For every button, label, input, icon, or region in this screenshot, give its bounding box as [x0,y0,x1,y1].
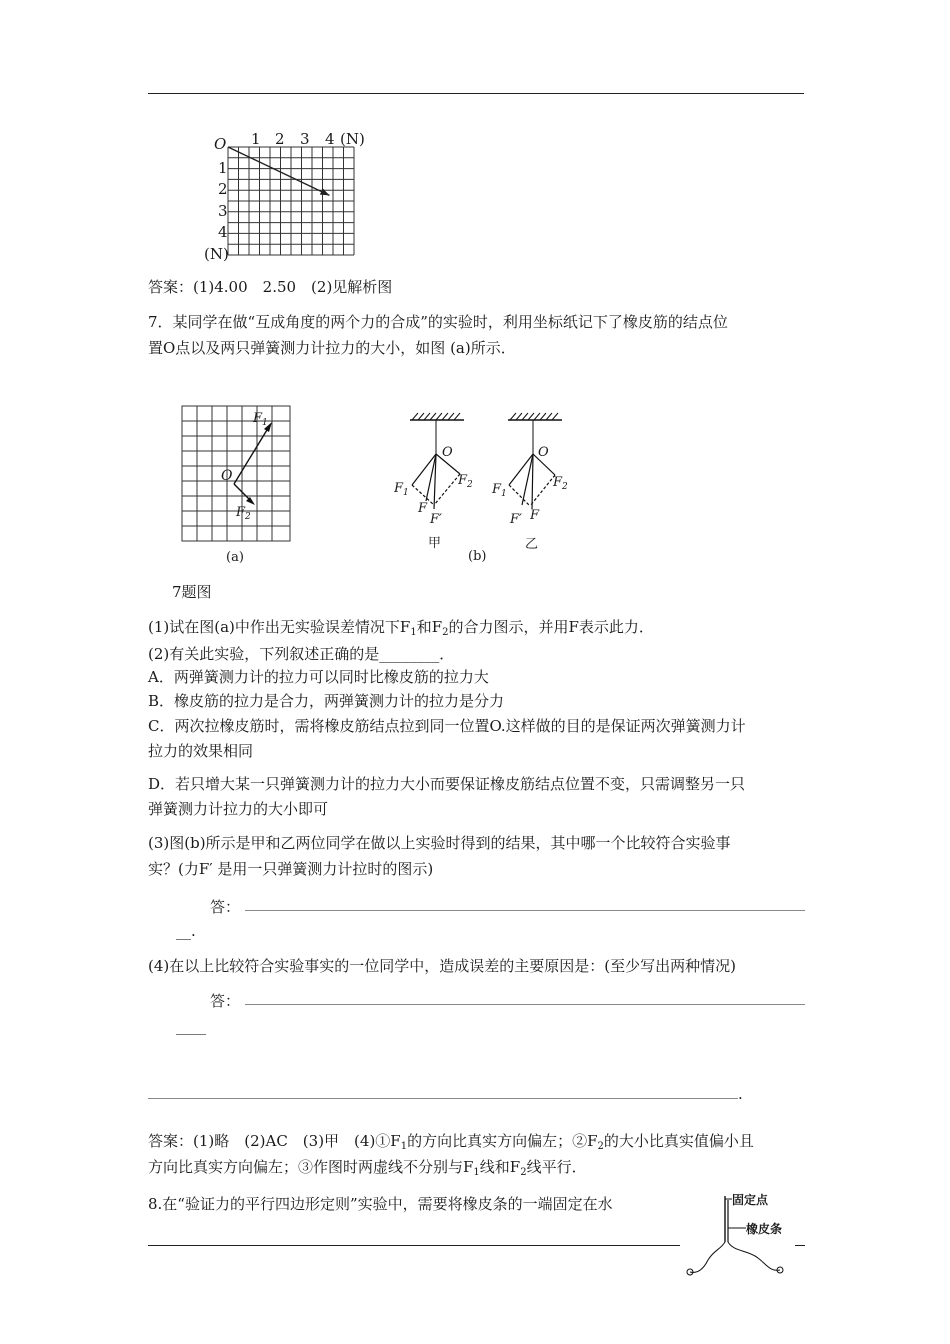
q7-answer3-tail: __. [176,922,196,940]
q7-figure-a [178,404,298,569]
q7-option-c-line1: C．两次拉橡皮筋时，需将橡皮筋结点拉到同一位置O.这样做的目的是保证两次弹簧测力计 [148,717,746,735]
q6-arrow-head [320,188,330,195]
q6-y-tick-3: 3 [218,202,228,220]
q7-answer3-line [245,910,805,911]
q7b-caption-yi: 乙 [525,537,539,552]
q7b-caption-b: (b) [468,549,487,564]
q7-answer-line2: 方向比真实方向偏左；③作图时两虚线不分别与$F_1$线和$F_2$线平行． [148,1158,587,1178]
q7-option-b: B．橡皮筋的拉力是合力，两弹簧测力计的拉力是分力 [148,692,505,710]
q7-figure-b [392,408,592,568]
q7-part4: (4)在以上比较符合实验事实的一位同学中，造成误差的主要原因是：(至少写出两种情况) [148,957,736,975]
q6-y-tick-1: 1 [218,159,228,177]
q8-fixed-point-label: 固定点 [732,1193,769,1207]
q7-part1: (1)试在图(a)中作出无实验误差情况下$F_1$和$F_2$的合力图示，并用F表示此力． [148,618,654,638]
q7-option-a: A．两弹簧测力计的拉力可以同时比橡皮筋的拉力大 [148,668,489,686]
q6-x-tick-1: 1 [251,130,261,148]
q7b-jia-F: F [418,501,428,516]
q7-answer4-tail: ____ [176,1017,206,1035]
q6-grid [228,147,354,255]
q6-force-arrow [228,147,329,195]
q6-y-tick-4: 4 [218,223,228,241]
q7a-F1-arrow [234,425,270,484]
q6-force-grid-figure [195,125,395,265]
q7-answer4-label: 答： [210,992,241,1010]
q7-part2: (2)有关此实验，下列叙述正确的是________． [148,645,455,663]
q7a-F1-label: $F_1$ [253,411,268,428]
q7-option-c-line2: 拉力的效果相同 [148,742,254,760]
q7a-grid [182,406,290,541]
q7b-yi-vectors [509,454,555,509]
q7b-jia-O: O [442,445,453,460]
q7-answer-line1: 答案：(1)略 (2)AC (3)甲 $(4)①F_1$的方向比真实方向偏左；$②F_2$的大小比真实值偏小且 [148,1132,754,1152]
q8-figure [680,1188,810,1288]
q7-part3-line1: (3)图(b)所示是甲和乙两位同学在做以上实验时得到的结果，其中哪一个比较符合实验事 [148,834,731,852]
q7-answer4-period: . [738,1085,743,1103]
q6-x-tick-2: 2 [275,130,285,148]
q7-answer3-label: 答： [210,898,241,916]
q7a-caption: (a) [226,550,244,565]
footer-rule-short [795,1245,805,1246]
q7b-jia-Fprime: F′ [430,512,442,527]
q7a-F2-label: $F_2$ [236,505,251,522]
q7b-yi-Fprime: F′ [510,512,522,527]
q7b-jia-F1: $F_1$ [394,481,409,498]
q7b-yi-F2: $F_2$ [553,475,568,492]
q7b-yi-O: O [538,445,549,460]
header-rule [148,93,804,94]
q7b-yi-F1: $F_1$ [492,482,507,499]
q7-stem-line1: 7．某同学在做“互成角度的两个力的合成”的实验时，利用坐标纸记下了橡皮筋的结点位 [148,313,728,331]
q7-option-d-line2: 弹簧测力计拉力的大小即可 [148,800,329,818]
q7-figure-caption: 7题图 [172,583,212,601]
q8-strings [690,1242,780,1272]
q6-answer: 答案：(1)4.00 2.50 (2)见解析图 [148,278,393,296]
q7-answer4-line [245,1004,805,1005]
q6-x-unit: (N) [340,130,365,148]
q7-part3-line2: 实？(力F′ 是用一只弹簧测力计拉时的图示) [148,860,434,878]
q7b-yi-F: F [530,508,540,523]
q7b-jia-F2: $F_2$ [458,473,473,490]
q8-stem: 8.在“验证力的平行四边形定则”实验中，需要将橡皮条的一端固定在水 [148,1195,613,1213]
q7a-O-label: O [221,468,233,484]
q6-x-tick-3: 3 [300,130,310,148]
q6-y-unit: (N) [204,245,229,263]
q6-origin-label: O [214,135,227,153]
q7-answer4-line2 [148,1098,738,1099]
q6-y-tick-2: 2 [218,180,228,198]
q7-option-d-line1: D．若只增大某一只弹簧测力计的拉力大小而要保证橡皮筋结点位置不变，只需调整另一只 [148,775,746,793]
footer-rule [148,1245,680,1246]
q7-stem-line2: 置O点以及两只弹簧测力计拉力的大小，如图 (a)所示． [148,339,516,357]
q6-x-tick-4: 4 [325,130,335,148]
q7b-caption-jia: 甲 [428,536,442,551]
q8-rubber-label: 橡皮条 [746,1222,783,1236]
